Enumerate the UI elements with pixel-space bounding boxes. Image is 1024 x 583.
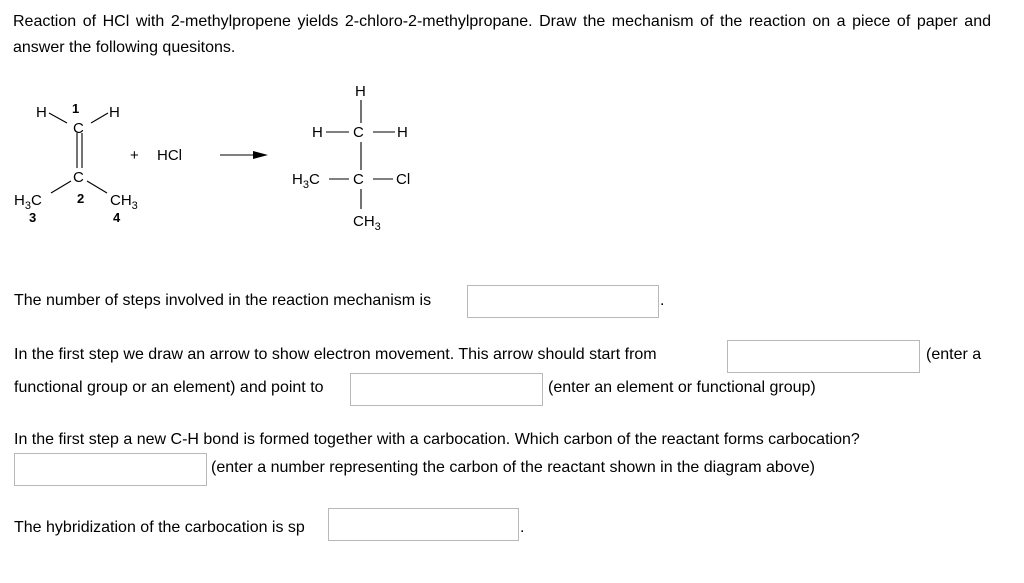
carbon-number-3: 3 — [29, 210, 37, 225]
product-methyl-left: $H_3C$ — [292, 171, 320, 191]
carbocation-carbon-input[interactable] — [14, 453, 207, 486]
question-3-hint: (enter a number representing the carbon of the reactant shown in the diagram above) — [211, 459, 815, 476]
carbon-number-1: 1 — [72, 101, 80, 116]
question-1-period: . — [660, 292, 665, 309]
question-2-text-continued: functional group or an element) and point to — [14, 379, 324, 396]
steps-answer-input[interactable] — [467, 285, 659, 318]
reagent-hcl: HCl — [157, 147, 182, 164]
reactant-carbon-1: C — [73, 120, 84, 137]
question-intro: Reaction of HCl with 2-methylpropene yields 2-chloro-2-methylpropane. Draw the mechanism of the reaction on a piece of paper and answer the following quesitons. — [13, 13, 991, 56]
product-carbon-lower: C — [353, 171, 364, 188]
question-3-text: In the first step a new C-H bond is formed together with a carbocation. Which carbon of the reactant forms carbocation? — [14, 431, 860, 448]
product-methyl-bottom: $CH_3$ — [353, 213, 381, 233]
hybridization-input[interactable] — [328, 508, 519, 541]
reactant-methyl-left: $H_3C$ — [14, 192, 42, 212]
product-h-top: H — [355, 83, 366, 100]
question-2-text: In the first step we draw an arrow to show electron movement. This arrow should start from — [14, 346, 657, 363]
reaction-diagram — [0, 76, 460, 236]
question-2-hint-end: (enter an element or functional group) — [548, 379, 816, 396]
product-chlorine: Cl — [396, 171, 411, 188]
plus-sign: + — [130, 147, 139, 164]
carbon-number-4: 4 — [113, 210, 121, 225]
arrow-start-input[interactable] — [727, 340, 920, 373]
arrow-end-input[interactable] — [350, 373, 543, 406]
question-1-text: The number of steps involved in the reaction mechanism is — [14, 292, 432, 309]
product-h-left: H — [312, 124, 323, 141]
reactant-carbon-2: C — [73, 169, 84, 186]
reactant-methyl-right: $CH_3$ — [110, 192, 138, 212]
carbon-number-2: 2 — [77, 191, 85, 206]
question-2-hint-start: (enter a — [926, 346, 982, 363]
reactant-h-left: H — [36, 104, 47, 121]
question-4-period: . — [520, 519, 525, 536]
reactant-h-right: H — [109, 104, 120, 121]
product-h-right: H — [397, 124, 408, 141]
product-carbon-upper: C — [353, 124, 364, 141]
question-4-text: The hybridization of the carbocation is sp — [14, 519, 305, 536]
